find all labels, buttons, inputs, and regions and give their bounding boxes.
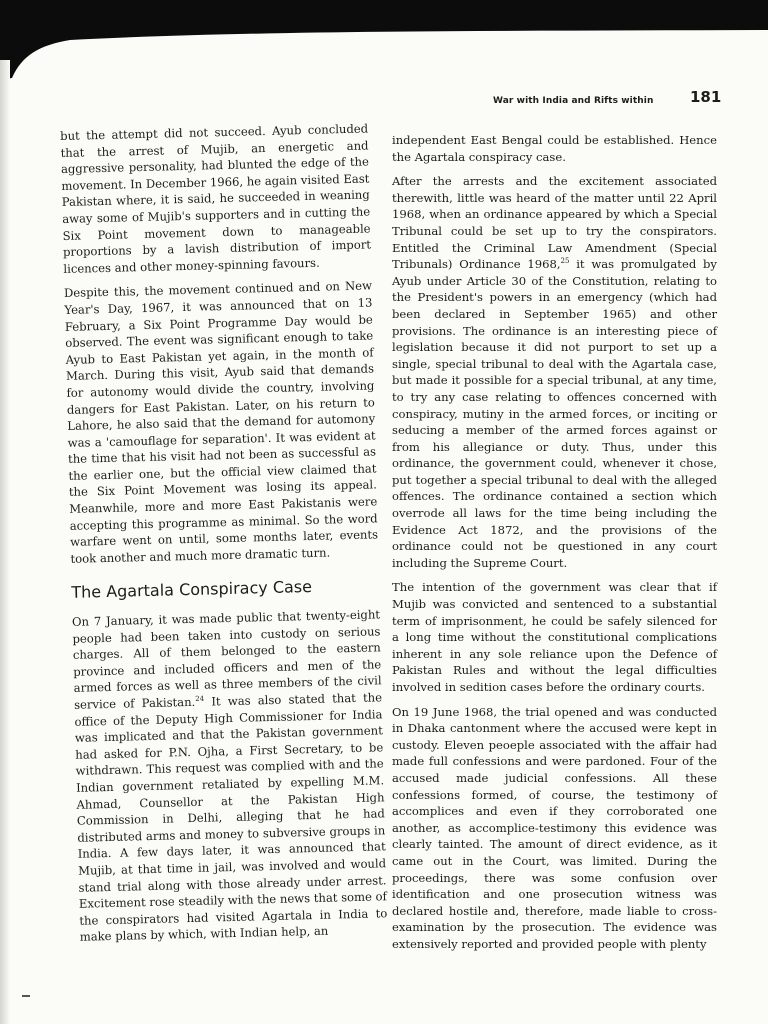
paragraph-text: On 7 January, it was made public that twenty-eight people had been taken into custody on serious charges. All of them belonged to the eastern province and included officers and men of the armed forces as well as three members of the civil service of Pakistan. [71,607,382,712]
paragraph: The intention of the government was clear that if Mujib was convicted and sentenced to a substantial term of imprisonment, he could be safely silenced for a long time without the constitutional complications inherent in any sole reliance upon the Defence of Pakistan Rules and without the legal difficulties involved in sedition cases before the ordinary courts. [392,580,717,694]
paragraph: On 19 June 1968, the trial opened and was conducted in Dhaka cantonment where the accused were kept in custody. Eleven peoeple associated with the affair had made full confessions and were pardoned. Four of the accused made judicial confessions. All these confessions formed, of course, the testimony of accomplices and even if they corroborated one another, as accomplice-testimony this evidence was clearly tainted. The amount of direct evidence, as it came out in the Court, was limited. During the proceedings, there was some confusion over identification and one prosecution witness was declared hostile and, therefore, made liable to cross-examination by the prosecution. The evidence was extensively reported and provided people with plenty [392,704,717,951]
page-mark [22,995,30,997]
paragraph: but the attempt did not succeed. Ayub concluded that the arrest of Mujib, an energetic and aggressive personality, had blunted the edge of the movement. In December 1966, he again visited East Pakistan where, it is said, he succeeded in weaning away some of Mujib's supporters and in cutting the Six Point movement down to manageable proportions by a lavish distribution of import licences and other money-spinning favours. [60,121,372,276]
running-head: War with India and Rifts within [493,96,654,106]
footnote-ref: 24 [195,694,205,704]
left-column [60,120,388,953]
page-corner-shadow [0,0,768,80]
paragraph [392,173,717,571]
footnote-ref: 25 [560,257,570,266]
paragraph: Despite this, the movement continued and on New Year's Day, 1967, it was announced that on 13 February, a Six Point Programme Day would be observed. The event was significant enough to take Ayub to East Pakistan yet again, in the month of March. During this visit, Ayub said that demands for autonomy would divide the country, involving dangers for East Pakistan. Later, on his return to Lahore, he also said that the demand for automony was a 'camouflage for separation'. It was evident at the time that his visit had not been as successful as the earlier one, but the official view claimed that the Six Point Movement was losing its appeal. Meanwhile, more and more East Pakistanis were accepting this programme as minimal. So the word warfare went on until, some months later, events took another and much more dramatic turn. [63,278,379,566]
paragraph: independent East Bengal could be established. Hence the Agartala conspiracy case. [392,133,717,164]
page-gutter-shadow [0,60,10,1024]
paragraph-text: It was also stated that the office of the Deputy High Commissioner for India was implicated and that the Pakistan government had asked for P.N. Ojha, a First Secretary, to be withdrawn. This request was complied with and the Indian government retaliated by expelling M.M. Ahmad, Counsellor at the Pakistan High Commission in Delhi, alleging that he had distributed arms and money to subversive groups in India. A few days later, it was announced that Mujib, at that time in jail, was involved and would stand trial along with those already under arrest. Excitement rose steadily with the news that some of the conspirators had visited Agartala in India to make plans by which, with Indian help, an [74,690,388,945]
right-column [392,132,717,961]
page-number: 181 [690,88,722,106]
paragraph-text: it was promulgated by Ayub under Article 30 of the Constitution, relating to the President's powers in an emergency (which had been declared in September 1965) and other provisions. The ordinance is an interesting piece of legislation because it did not purport to set up a single, special tribunal to deal with the Agartala case, but made it possible for a special tribunal, at any time, to try any case relating to offences concerned with conspiracy, mutiny in the armed forces, or inciting or seducing a member of the armed forces against or from his allegiance or duty. Thus, under this ordinance, the government could, whenever it chose, put together a special tribunal to deal with the alleged offences. The ordinance contained a section which overrode all laws for the time being including the Evidence Act 1872, and the provisions of the ordinance could not be questioned in any court including the Supreme Court. [392,257,717,570]
paragraph-text: After the arrests and the excitement associated therewith, little was heard of the matter until 22 April 1968, when an ordinance appeared by which a Special Tribunal could be set up to try the conspirators. Entitled the Criminal Law Amendment (Special Tribunals) Ordinance 1968, [392,174,717,272]
paragraph [72,606,388,945]
section-heading: The Agartala Conspiracy Case [71,577,313,603]
